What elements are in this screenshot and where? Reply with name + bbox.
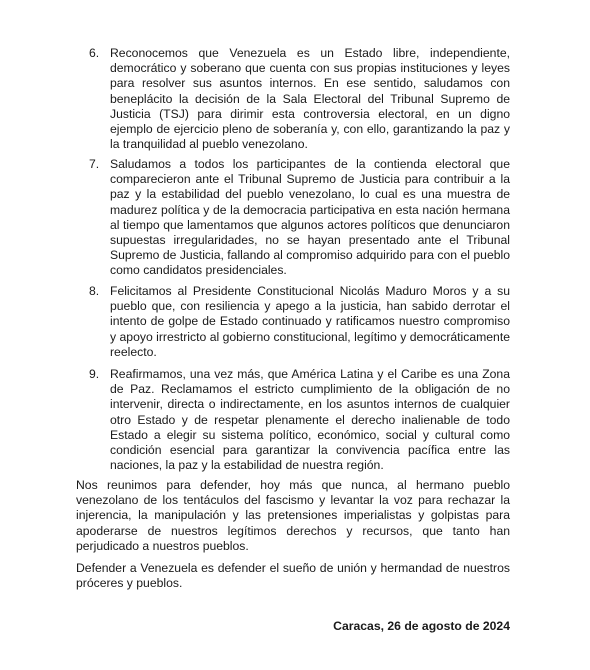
list-item-8 <box>90 284 510 360</box>
item-number: 7. <box>89 157 100 171</box>
item-number: 9. <box>89 367 100 381</box>
list-item-6 <box>90 46 510 152</box>
item-text: Reafirmamos, una vez más, que América Latina y el Caribe es una Zona de Paz. Reclamamos el estricto cumplimiento de la obligación de no intervenir, directa o indirectamente, en los asuntos internos de cualquier otro Estado y de respetar plenamente el derecho inalienable de todo Estado a elegir su sistema político, económico, social y cultural como condición esencial para garantizar la convivencia pacífica entre las naciones, la paz y la estabilidad de nuestra región. <box>110 367 510 473</box>
closing-paragraph: Nos reunimos para defender, hoy más que nunca, al hermano pueblo venezolano de los tentáculos del fascismo y levantar la voz para rechazar la injerencia, la manipulación y las pretensiones imperialistas y golpistas para apoderarse de nuestros legítimos derechos y recursos, que tanto han perjudicado a nuestros pueblos. <box>76 478 510 553</box>
list-item-7 <box>90 157 510 279</box>
closing-paragraph: Defender a Venezuela es defender el sueño de unión y hermandad de nuestros próceres y pueblos. <box>76 561 510 591</box>
place-and-date: Caracas, 26 de agosto de 2024 <box>333 619 510 633</box>
item-text: Reconocemos que Venezuela es un Estado libre, independiente, democrático y soberano que cuenta con sus propias instituciones y leyes para resolver sus asuntos internos. En ese sentido, saludamos con beneplácito la decisión de la Sala Electoral del Tribunal Supremo de Justicia (TSJ) para dirimir esta controversia electoral, en un digno ejemplo de ejercicio pleno de soberanía y, con ello, garantizando la paz y la tranquilidad al pueblo venezolano. <box>110 46 510 152</box>
list-item-9 <box>90 367 510 473</box>
item-number: 8. <box>89 284 100 298</box>
item-text: Saludamos a todos los participantes de la contienda electoral que comparecieron ante el Tribunal Supremo de Justicia para contribuir a la paz y la estabilidad del pueblo venezolano, lo cual es una muestra de madurez política y de la democracia participativa en esta nación hermana al tiempo que lamentamos que algunos actores políticos que denunciaron supuestas irregularidades, no se hayan presentado ante el Tribunal Supremo de Justicia, fallando al compromiso adquirido para con el pueblo como candidatos presidenciales. <box>110 157 510 278</box>
item-text: Felicitamos al Presidente Constitucional Nicolás Maduro Moros y a su pueblo que, con resiliencia y apego a la justicia, han sabido derrotar el intento de golpe de Estado continuado y ratificamos nuestro compromiso y apoyo irrestricto al gobierno constitucional, legítimo y democráticamente reelecto. <box>110 284 510 359</box>
item-number: 6. <box>89 46 100 60</box>
